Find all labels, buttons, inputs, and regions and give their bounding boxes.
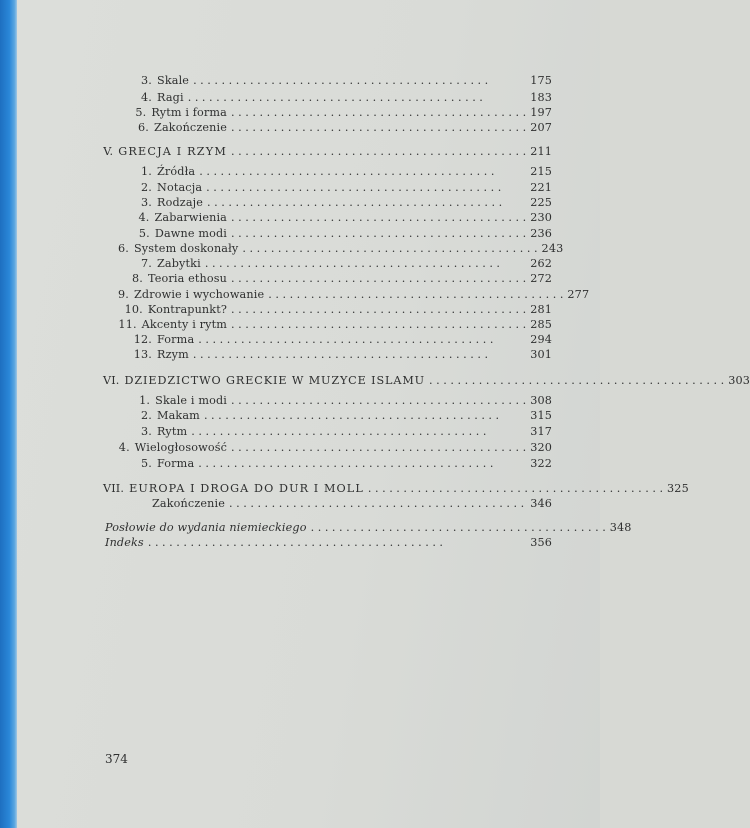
- chapter-title: EUROPA I DROGA DO DUR I MOLL: [129, 482, 364, 495]
- entry-page: 315: [530, 409, 552, 422]
- entry-title: Forma: [157, 457, 195, 470]
- toc-entry: [118, 73, 552, 89]
- dot-leader: . . . . . . . . . . . . . . . . . . . . . . . . . . . . . . . . . . . . . . . . . .: [206, 181, 502, 194]
- chapter-number: V.: [103, 145, 114, 158]
- entry-title: Posłowie do wydania niemieckiego: [105, 521, 307, 534]
- toc-entry: [118, 164, 552, 180]
- entry-page: 175: [530, 74, 552, 87]
- entry-title: Rzym: [157, 348, 189, 361]
- dot-leader: . . . . . . . . . . . . . . . . . . . . . . . . . . . . . . . . . . . . . . . . . .: [147, 536, 443, 549]
- entry-number: 6.: [118, 242, 129, 255]
- entry-title: Forma: [157, 333, 195, 346]
- entry-title: Indeks: [105, 536, 144, 549]
- entry-title: Ragi: [157, 91, 184, 104]
- toc-entry: [118, 195, 552, 211]
- entry-number: 13.: [133, 348, 152, 361]
- entry-number: 7.: [141, 257, 152, 270]
- entry-title: Notacja: [157, 181, 203, 194]
- chapter-number: VI.: [103, 374, 120, 387]
- entry-title: System doskonały: [133, 242, 239, 255]
- entry-title: Rytm: [157, 425, 188, 438]
- entry-page: 294: [530, 333, 552, 346]
- dot-leader: . . . . . . . . . . . . . . . . . . . . . . . . . . . . . . . . . . . . . . . . . .: [242, 242, 538, 255]
- entry-title: Akcenty i rytm: [141, 318, 228, 331]
- entry-title: Rytm i forma: [151, 106, 228, 119]
- entry-page: 285: [530, 318, 552, 331]
- entry-number: 5.: [135, 106, 147, 119]
- entry-number: 6.: [138, 121, 150, 134]
- entry-page: 322: [530, 457, 552, 470]
- entry-title: Zabytki: [157, 257, 201, 270]
- dot-leader: . . . . . . . . . . . . . . . . . . . . . . . . . . . . . . . . . . . . . . . . . .: [231, 394, 527, 407]
- entry-page: 281: [530, 303, 552, 316]
- dot-leader: . . . . . . . . . . . . . . . . . . . . . . . . . . . . . . . . . . . . . . . . . .: [231, 441, 527, 454]
- entry-number: 3.: [141, 196, 152, 209]
- dot-leader: . . . . . . . . . . . . . . . . . . . . . . . . . . . . . . . . . . . . . . . . . .: [367, 482, 664, 495]
- toc-entry: [105, 535, 552, 551]
- entry-page: 236: [530, 227, 552, 240]
- entry-page: 230: [530, 211, 552, 224]
- dot-leader: . . . . . . . . . . . . . . . . . . . . . . . . . . . . . . . . . . . . . . . . . .: [231, 211, 527, 224]
- dot-leader: . . . . . . . . . . . . . . . . . . . . . . . . . . . . . . . . . . . . . . . . . .: [231, 318, 527, 331]
- toc-entry: [118, 226, 552, 242]
- toc-entry: [118, 271, 552, 287]
- dot-leader: . . . . . . . . . . . . . . . . . . . . . . . . . . . . . . . . . . . . . . . . . .: [231, 106, 527, 119]
- dot-leader: . . . . . . . . . . . . . . . . . . . . . . . . . . . . . . . . . . . . . . . . . .: [429, 374, 725, 387]
- toc-entry: [118, 332, 552, 348]
- toc-entry: [118, 440, 552, 456]
- entry-number: 1.: [141, 165, 152, 178]
- entry-number: 5.: [138, 227, 150, 240]
- toc-entry: [118, 120, 552, 136]
- entry-page: 221: [530, 181, 552, 194]
- dot-leader: . . . . . . . . . . . . . . . . . . . . . . . . . . . . . . . . . . . . . . . . . .: [268, 288, 564, 301]
- entry-title: Teoria ethosu: [147, 272, 228, 285]
- dot-leader: . . . . . . . . . . . . . . . . . . . . . . . . . . . . . . . . . . . . . . . . . .: [198, 333, 494, 346]
- dot-leader: . . . . . . . . . . . . . . . . . . . . . . . . . . . . . . . . . . . . . . . . . .: [192, 348, 489, 361]
- entry-page: 243: [541, 242, 564, 255]
- entry-page: 225: [530, 196, 552, 209]
- entry-page: 317: [530, 425, 552, 438]
- entry-page: 320: [530, 441, 552, 454]
- entry-title: Makam: [157, 409, 200, 422]
- toc-entry: [152, 496, 552, 512]
- dot-leader: . . . . . . . . . . . . . . . . . . . . . . . . . . . . . . . . . . . . . . . . . .: [187, 91, 483, 104]
- toc-entry: [118, 256, 552, 272]
- entry-number: 4.: [138, 211, 150, 224]
- entry-title: Skale: [157, 74, 190, 87]
- entry-page: 301: [530, 348, 552, 361]
- chapter-page: 303: [728, 374, 750, 387]
- entry-page: 348: [609, 521, 632, 534]
- dot-leader: . . . . . . . . . . . . . . . . . . . . . . . . . . . . . . . . . . . . . . . . . .: [231, 272, 527, 285]
- entry-title: Zdrowie i wychowanie: [133, 288, 265, 301]
- dot-leader: . . . . . . . . . . . . . . . . . . . . . . . . . . . . . . . . . . . . . . . . . .: [198, 457, 494, 470]
- toc-entry: [118, 241, 564, 257]
- entry-page: 215: [530, 165, 552, 178]
- dot-leader: . . . . . . . . . . . . . . . . . . . . . . . . . . . . . . . . . . . . . . . . . .: [207, 196, 503, 209]
- toc-entry: [105, 520, 632, 536]
- toc-entry: [118, 302, 552, 318]
- toc-entry: [118, 105, 552, 121]
- entry-title: Wielogłosowość: [134, 441, 228, 454]
- entry-number: 2.: [141, 409, 152, 422]
- toc-entry: [118, 317, 552, 333]
- entry-number: 3.: [141, 425, 152, 438]
- entry-title: Skale i modi: [155, 394, 228, 407]
- dot-leader: . . . . . . . . . . . . . . . . . . . . . . . . . . . . . . . . . . . . . . . . . .: [229, 497, 525, 510]
- toc-entry: [118, 287, 590, 303]
- entry-page: 262: [530, 257, 552, 270]
- dot-leader: . . . . . . . . . . . . . . . . . . . . . . . . . . . . . . . . . . . . . . . . . .: [231, 303, 527, 316]
- entry-number: 4.: [141, 91, 152, 104]
- page-number: 374: [105, 752, 128, 766]
- entry-number: 12.: [133, 333, 152, 346]
- chapter-page: 211: [530, 145, 552, 158]
- entry-number: 5.: [141, 457, 152, 470]
- entry-page: 183: [530, 91, 552, 104]
- dot-leader: . . . . . . . . . . . . . . . . . . . . . . . . . . . . . . . . . . . . . . . . . .: [199, 165, 495, 178]
- entry-number: 1.: [139, 394, 151, 407]
- chapter-title: GRECJA I RZYM: [118, 145, 228, 158]
- chapter-title: DZIEDZICTWO GRECKIE W MUZYCE ISLAMU: [124, 374, 426, 387]
- entry-number: 4.: [118, 441, 130, 454]
- toc-entry: [118, 393, 552, 409]
- toc-entry: [118, 424, 552, 440]
- entry-page: 197: [530, 106, 552, 119]
- dot-leader: . . . . . . . . . . . . . . . . . . . . . . . . . . . . . . . . . . . . . . . . . .: [310, 521, 606, 534]
- toc-entry: [118, 456, 552, 472]
- entry-page: 207: [530, 121, 552, 134]
- entry-number: 10.: [124, 303, 143, 316]
- entry-page: 356: [530, 536, 552, 549]
- entry-number: 2.: [141, 181, 152, 194]
- entry-title: Zabarwienia: [154, 211, 228, 224]
- toc-entry: [118, 408, 552, 424]
- chapter-number: VII.: [103, 482, 125, 495]
- dot-leader: . . . . . . . . . . . . . . . . . . . . . . . . . . . . . . . . . . . . . . . . . .: [203, 409, 500, 422]
- entry-number: 8.: [131, 272, 143, 285]
- entry-number: 11.: [118, 318, 137, 331]
- entry-title: Dawne modi: [154, 227, 228, 240]
- entry-title: Rodzaje: [157, 196, 204, 209]
- toc-entry: [118, 90, 552, 106]
- dot-leader: . . . . . . . . . . . . . . . . . . . . . . . . . . . . . . . . . . . . . . . . . .: [231, 121, 527, 134]
- dot-leader: . . . . . . . . . . . . . . . . . . . . . . . . . . . . . . . . . . . . . . . . . .: [193, 74, 489, 87]
- entry-page: 346: [530, 497, 552, 510]
- entry-number: 3.: [141, 74, 152, 87]
- entry-page: 308: [530, 394, 552, 407]
- toc-chapter-entry: [103, 373, 750, 389]
- toc-chapter-entry: [103, 481, 689, 497]
- toc-entry: [118, 347, 552, 363]
- dot-leader: . . . . . . . . . . . . . . . . . . . . . . . . . . . . . . . . . . . . . . . . . .: [231, 145, 527, 158]
- toc-entry: [118, 210, 552, 226]
- dot-leader: . . . . . . . . . . . . . . . . . . . . . . . . . . . . . . . . . . . . . . . . . .: [191, 425, 487, 438]
- chapter-page: 325: [667, 482, 689, 495]
- entry-title: Kontrapunkt?: [147, 303, 228, 316]
- entry-number: 9.: [118, 288, 129, 301]
- dot-leader: . . . . . . . . . . . . . . . . . . . . . . . . . . . . . . . . . . . . . . . . . .: [231, 227, 527, 240]
- dot-leader: . . . . . . . . . . . . . . . . . . . . . . . . . . . . . . . . . . . . . . . . . .: [204, 257, 500, 270]
- entry-title: Źródła: [157, 165, 196, 178]
- entry-title: Zakończenie: [152, 497, 225, 510]
- entry-page: 277: [567, 288, 590, 301]
- entry-title: Zakończenie: [154, 121, 228, 134]
- toc-chapter-entry: [103, 144, 552, 160]
- toc-entry: [118, 180, 552, 196]
- entry-page: 272: [530, 272, 552, 285]
